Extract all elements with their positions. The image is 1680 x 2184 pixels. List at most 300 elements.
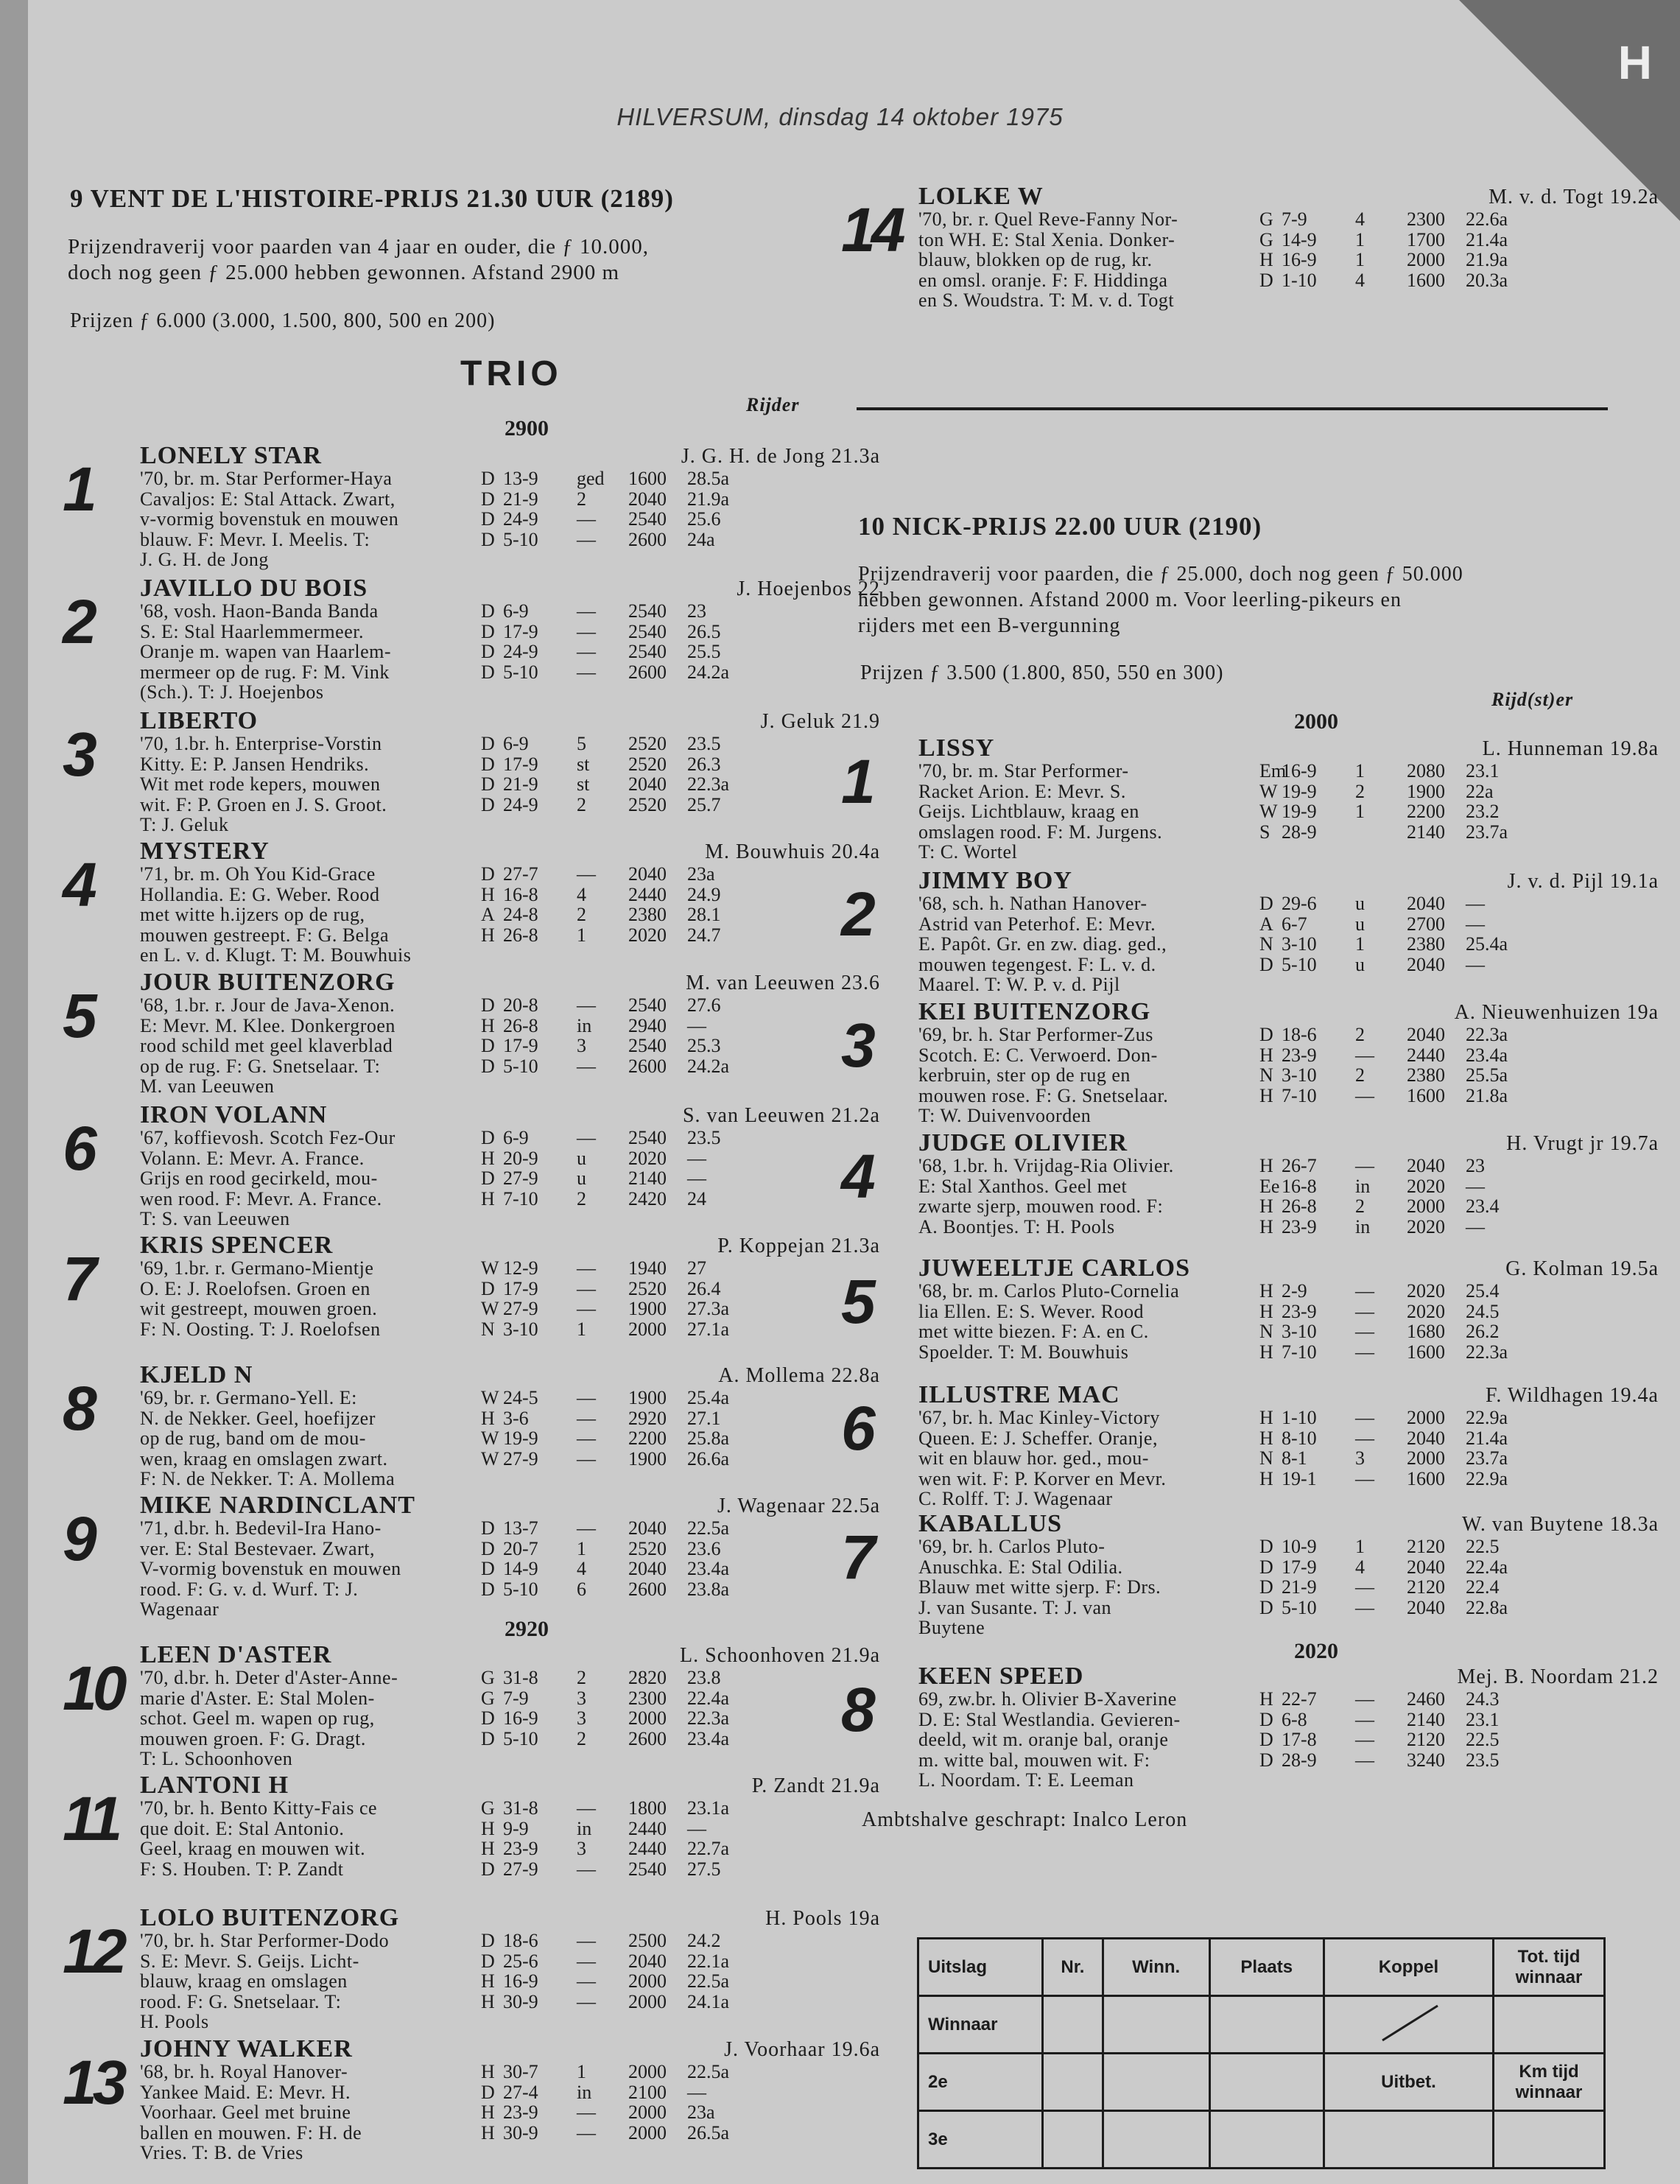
form-cell: D bbox=[1259, 1708, 1273, 1730]
horse-name: JIMMY BOY bbox=[918, 867, 1072, 894]
form-row bbox=[481, 995, 753, 1016]
form-cell: 3-10 bbox=[503, 1318, 538, 1340]
jockey-record: M. van Leeuwen 23.6 bbox=[686, 972, 880, 994]
form-cell: 2020 bbox=[628, 924, 667, 946]
form-cell: 2300 bbox=[1407, 208, 1445, 230]
form-cell: 23.8a bbox=[687, 1578, 730, 1600]
description-line: blauw, blokken op de rug, kr. bbox=[918, 250, 1153, 270]
description-line: mouwen gestreept. F: G. Belga bbox=[140, 924, 389, 945]
form-cell: 16-9 bbox=[1282, 760, 1317, 782]
description-line: Volann. E: Mevr. A. France. bbox=[140, 1148, 365, 1168]
form-row bbox=[481, 509, 753, 530]
form-cell: 7-10 bbox=[1282, 1341, 1317, 1363]
horse-description bbox=[140, 1798, 538, 1879]
form-cell: 23.4a bbox=[687, 1558, 730, 1579]
form-cell: D bbox=[481, 1277, 495, 1299]
form-cell: 20-8 bbox=[503, 994, 538, 1016]
start-number: 6 bbox=[63, 1114, 93, 1183]
form-cell: D bbox=[481, 600, 495, 622]
form-cell bbox=[1355, 822, 1407, 843]
horse-description bbox=[918, 1537, 1316, 1638]
form-row bbox=[481, 1668, 753, 1688]
form-cell: H bbox=[481, 1187, 495, 1209]
description-line: wit gestreept, mouwen groen. bbox=[140, 1299, 378, 1319]
form-cell: 23.7a bbox=[1466, 1447, 1508, 1469]
form-cell: — bbox=[577, 1950, 596, 1972]
description-line: rood schild met geel klaverblad bbox=[140, 1036, 393, 1056]
form-cell: D bbox=[481, 1950, 495, 1972]
form-cell: G bbox=[481, 1667, 495, 1688]
horse-description bbox=[140, 1258, 538, 1339]
blank-cell bbox=[1103, 2054, 1209, 2111]
form-row bbox=[1259, 914, 1532, 935]
form-cell: D bbox=[481, 1035, 495, 1056]
form-cell: H bbox=[1259, 249, 1273, 270]
blank-cell bbox=[1043, 1996, 1103, 2054]
form-cell: 5-10 bbox=[1282, 953, 1317, 975]
form-cell: 24 bbox=[687, 1187, 706, 1209]
form-row bbox=[1259, 1196, 1532, 1217]
form-cell: 25.8a bbox=[687, 1428, 730, 1449]
description-line: marie d'Aster. E: Stal Molen- bbox=[140, 1688, 375, 1708]
form-cell: 3-10 bbox=[1282, 1321, 1317, 1342]
form-cell: D bbox=[481, 641, 495, 662]
horse-name: ILLUSTRE MAC bbox=[918, 1381, 1120, 1408]
form-cell: — bbox=[687, 1147, 706, 1169]
form-cell: Ee bbox=[1259, 1175, 1280, 1197]
description-line: F: N. de Nekker. T: A. Mollema bbox=[140, 1469, 396, 1489]
form-cell: 2540 bbox=[628, 620, 667, 642]
description-line: E: Stal Xanthos. Geel met bbox=[918, 1176, 1128, 1196]
form-cell: 2100 bbox=[628, 2081, 667, 2103]
form-cell: 28.1 bbox=[687, 904, 721, 925]
form-cell: 26.6a bbox=[687, 1447, 730, 1470]
form-row bbox=[481, 2082, 753, 2103]
form-cell: — bbox=[577, 1930, 596, 1951]
form-cell: 22.4a bbox=[1466, 1556, 1508, 1578]
form-cell: 21.9a bbox=[687, 488, 730, 510]
description-line: Hollandia. E: G. Weber. Rood bbox=[140, 884, 380, 905]
form-cell: — bbox=[1355, 1300, 1374, 1322]
form-cell: 28-9 bbox=[1282, 821, 1317, 843]
form-cell: 17-9 bbox=[503, 753, 538, 775]
form-cell: 23 bbox=[1466, 1155, 1485, 1176]
form-row bbox=[481, 1148, 753, 1169]
form-cell: 22.3a bbox=[687, 773, 730, 795]
form-cell: G bbox=[481, 1687, 495, 1709]
race9-desc-line: Prijzendraverij voor paarden van 4 jaar en ouder, die ƒ 10.000, bbox=[68, 235, 649, 259]
form-row bbox=[1259, 1750, 1532, 1771]
form-cell: — bbox=[1466, 1175, 1485, 1197]
form-row bbox=[481, 1539, 753, 1559]
description-line: Grijs en rood gecirkeld, mou- bbox=[140, 1168, 378, 1189]
form-cell: 23.5 bbox=[687, 733, 721, 754]
form-cell: — bbox=[1355, 1084, 1374, 1106]
form-cell: — bbox=[577, 2121, 596, 2143]
form-cell: 2020 bbox=[1407, 1300, 1445, 1322]
horse-description bbox=[918, 1281, 1316, 1362]
form-cell: 6 bbox=[577, 1578, 586, 1600]
form-cell: — bbox=[577, 2102, 596, 2123]
form-row bbox=[481, 1036, 753, 1056]
form-cell: G bbox=[1259, 208, 1273, 230]
form-cell: 24.7 bbox=[687, 924, 721, 946]
description-line: Vries. T: B. de Vries bbox=[140, 2143, 303, 2163]
form-row bbox=[481, 1708, 753, 1729]
form-cell: 7-10 bbox=[1282, 1084, 1317, 1106]
form-cell: D bbox=[1259, 269, 1273, 291]
description-line: Geel, kraag en mouwen wit. bbox=[140, 1839, 366, 1859]
form-cell: 17-9 bbox=[503, 1277, 538, 1299]
horse-description bbox=[140, 995, 538, 1097]
race10-conditions bbox=[858, 561, 1463, 639]
form-cell: 3-6 bbox=[503, 1407, 529, 1429]
form-cell: H bbox=[1259, 1195, 1273, 1217]
form-cell: 12-9 bbox=[503, 1257, 538, 1279]
form-cell: 2540 bbox=[628, 1858, 667, 1880]
form-cell: 26.4 bbox=[687, 1277, 721, 1299]
form-cell: 19-1 bbox=[1282, 1467, 1317, 1489]
jockey-record: M. Bouwhuis 20.4a bbox=[705, 840, 880, 863]
form-cell: — bbox=[1355, 1596, 1374, 1618]
form-cell: 2520 bbox=[628, 793, 667, 815]
form-row bbox=[481, 1839, 753, 1859]
form-row bbox=[1259, 1557, 1532, 1578]
form-cell: — bbox=[577, 1858, 596, 1880]
form-cell: S bbox=[1259, 821, 1270, 843]
form-cell: N bbox=[1259, 1321, 1273, 1342]
form-cell: 23 bbox=[687, 600, 706, 622]
form-cell: 24a bbox=[687, 528, 715, 550]
form-cell: 22.4 bbox=[1466, 1576, 1500, 1598]
form-cell: — bbox=[577, 1447, 596, 1470]
form-cell: 16-9 bbox=[503, 1707, 538, 1729]
form-cell: H bbox=[1259, 1688, 1273, 1710]
form-cell: 23.5 bbox=[1466, 1749, 1500, 1771]
description-line: '70, br. m. Star Performer-Haya bbox=[140, 468, 393, 489]
description-line: Yankee Maid. E: Mevr. H. bbox=[140, 2082, 351, 2102]
form-row bbox=[1259, 1428, 1532, 1449]
horse-name: LIBERTO bbox=[140, 707, 259, 734]
start-number: 3 bbox=[841, 1011, 871, 1080]
form-cell: H bbox=[1259, 1407, 1273, 1428]
form-cell: 31-8 bbox=[503, 1667, 538, 1688]
form-cell: 25.5 bbox=[687, 641, 721, 662]
form-cell: 26.5a bbox=[687, 2121, 730, 2143]
form-cell: 2000 bbox=[628, 1990, 667, 2012]
form-cell: D bbox=[481, 528, 495, 550]
form-cell: 6-9 bbox=[503, 600, 529, 622]
page-header: HILVERSUM, dinsdag 14 oktober 1975 bbox=[616, 103, 1064, 130]
form-row bbox=[1259, 1281, 1532, 1302]
form-cell: 27-9 bbox=[503, 1298, 538, 1319]
description-line: '70, br. r. Quel Reve-Fanny Nor- bbox=[918, 209, 1178, 230]
form-cell: 2 bbox=[577, 1187, 586, 1209]
form-cell: 23.4 bbox=[1466, 1195, 1500, 1217]
form-cell: 22.9a bbox=[1466, 1407, 1508, 1428]
form-row bbox=[1259, 1217, 1532, 1237]
description-line: T: J. Geluk bbox=[140, 815, 229, 835]
form-cell: D bbox=[481, 468, 495, 489]
form-cell: 16-9 bbox=[503, 1970, 538, 1992]
form-cell: D bbox=[1259, 1576, 1273, 1598]
description-line: rood. F: G. Snetselaar. T: bbox=[140, 1991, 342, 2012]
recent-form bbox=[481, 468, 753, 549]
form-cell: 23.1 bbox=[1466, 760, 1500, 782]
form-row bbox=[1259, 801, 1532, 822]
start-number: 6 bbox=[841, 1394, 871, 1463]
form-cell: — bbox=[577, 1990, 596, 2012]
form-cell: 24.2a bbox=[687, 1055, 730, 1077]
form-row bbox=[1259, 1730, 1532, 1750]
form-cell: 2200 bbox=[628, 1428, 667, 1449]
description-line: wen wit. F: P. Korver en Mevr. bbox=[918, 1468, 1167, 1489]
form-cell: 23.4a bbox=[687, 1727, 730, 1749]
start-number: 10 bbox=[63, 1654, 123, 1723]
form-row bbox=[481, 1798, 753, 1819]
form-cell: 2 bbox=[1355, 780, 1365, 802]
form-cell: — bbox=[1355, 1280, 1374, 1302]
form-cell: 5-10 bbox=[503, 528, 538, 550]
description-line: lia Ellen. E: S. Wever. Rood bbox=[918, 1301, 1145, 1321]
description-line: que doit. E: Stal Antonio. bbox=[140, 1818, 345, 1839]
form-cell: W bbox=[1259, 780, 1278, 802]
description-line: '68, br. h. Royal Hanover- bbox=[140, 2062, 348, 2082]
start-number: 12 bbox=[63, 1917, 123, 1986]
form-cell: 22.5a bbox=[687, 1517, 730, 1539]
form-cell: — bbox=[687, 1014, 706, 1036]
form-cell: 1 bbox=[1355, 228, 1365, 250]
form-cell: H bbox=[481, 1838, 495, 1859]
form-row bbox=[481, 1388, 753, 1408]
form-row bbox=[481, 1128, 753, 1148]
form-cell: 3 bbox=[577, 1687, 586, 1709]
blank-cell bbox=[1494, 1996, 1605, 2054]
form-cell: W bbox=[481, 1257, 499, 1279]
form-row bbox=[481, 1319, 753, 1340]
description-line: '68, br. m. Carlos Pluto-Cornelia bbox=[918, 1281, 1180, 1302]
form-cell: 2140 bbox=[1407, 821, 1445, 843]
form-cell: — bbox=[577, 1298, 596, 1319]
form-cell: 20.3a bbox=[1466, 269, 1508, 291]
description-line: '70, br. h. Star Performer-Dodo bbox=[140, 1931, 390, 1951]
horse-name: IRON VOLANN bbox=[140, 1101, 328, 1128]
form-cell: 2540 bbox=[628, 994, 667, 1016]
horse-description bbox=[140, 1518, 538, 1620]
form-cell: H bbox=[1259, 1084, 1273, 1106]
description-line: blauw, kraag en omslagen bbox=[140, 1971, 348, 1992]
form-cell: 23.2 bbox=[1466, 801, 1500, 822]
horse-description bbox=[918, 893, 1316, 995]
form-cell: 2500 bbox=[628, 1930, 667, 1951]
description-line: wit. F: P. Groen en J. S. Groot. bbox=[140, 794, 387, 815]
recent-form bbox=[481, 1518, 753, 1599]
race9-prizes: Prijzen ƒ 6.000 (3.000, 1.500, 800, 500 en 200) bbox=[70, 309, 496, 332]
description-line: ton WH. E: Stal Xenia. Donker- bbox=[918, 229, 1175, 250]
form-cell: 1600 bbox=[1407, 1341, 1445, 1363]
form-cell: 2200 bbox=[1407, 801, 1445, 822]
description-line: wen, kraag en omslagen zwart. bbox=[140, 1448, 388, 1469]
description-line: Blauw met witte sjerp. F: Drs. bbox=[918, 1577, 1161, 1598]
form-cell: 2440 bbox=[1407, 1044, 1445, 1066]
description-line: '67, br. h. Mac Kinley-Victory bbox=[918, 1408, 1160, 1428]
form-cell: 2000 bbox=[628, 2102, 667, 2123]
description-line: Spoelder. T: M. Bouwhuis bbox=[918, 1341, 1129, 1362]
form-cell: — bbox=[1466, 893, 1485, 914]
form-cell: H bbox=[481, 1817, 495, 1839]
form-cell: 21.9a bbox=[1466, 249, 1508, 270]
description-line: mermeer op de rug. F: M. Vink bbox=[140, 661, 390, 682]
description-line: V-vormig bovenstuk en mouwen bbox=[140, 1559, 401, 1579]
form-cell: D bbox=[481, 1537, 495, 1559]
form-cell: 22.3a bbox=[1466, 1024, 1508, 1045]
form-row bbox=[481, 1688, 753, 1709]
form-cell: 2120 bbox=[1407, 1536, 1445, 1557]
description-line: mouwen tegengest. F: L. v. d. bbox=[918, 954, 1156, 975]
form-cell: 26-8 bbox=[503, 924, 538, 946]
form-cell: 2520 bbox=[628, 1277, 667, 1299]
form-cell: — bbox=[1355, 1749, 1374, 1771]
form-cell: Em bbox=[1259, 760, 1287, 782]
start-number: 4 bbox=[841, 1142, 871, 1211]
horse-description bbox=[918, 1156, 1316, 1237]
form-cell: in bbox=[577, 1817, 592, 1839]
form-cell: 1-10 bbox=[1282, 269, 1317, 291]
description-line: '70, br. h. Bento Kitty-Fais ce bbox=[140, 1798, 378, 1819]
form-cell: 2540 bbox=[628, 600, 667, 622]
description-line: Wit met rode kepers, mouwen bbox=[140, 774, 381, 795]
form-cell: 20-9 bbox=[503, 1147, 538, 1169]
form-cell: 23-9 bbox=[1282, 1215, 1317, 1237]
form-cell: 2000 bbox=[628, 2121, 667, 2143]
race10-prizes: Prijzen ƒ 3.500 (1.800, 850, 550 en 300) bbox=[860, 661, 1224, 684]
race10-desc-line: Prijzendraverij voor paarden, die ƒ 25.000, doch nog geen ƒ 50.000 bbox=[858, 563, 1463, 586]
horse-name: LONELY STAR bbox=[140, 442, 322, 469]
form-cell: 2520 bbox=[628, 733, 667, 754]
race9-desc-line: doch nog geen ƒ 25.000 hebben gewonnen. Afstand 2900 m bbox=[68, 261, 620, 284]
form-cell: 23a bbox=[687, 2102, 715, 2123]
form-cell: D bbox=[481, 2081, 495, 2103]
form-cell: D bbox=[481, 1127, 495, 1148]
form-row bbox=[481, 925, 753, 946]
form-cell: 22.3a bbox=[687, 1707, 730, 1729]
form-cell: 2040 bbox=[628, 1950, 667, 1972]
description-line: Oranje m. wapen van Haarlem- bbox=[140, 642, 392, 662]
form-cell: 6-7 bbox=[1282, 913, 1307, 935]
form-cell: 6-9 bbox=[503, 733, 529, 754]
form-cell: 17-9 bbox=[1282, 1556, 1317, 1578]
form-cell: 3 bbox=[577, 1707, 586, 1729]
description-line: zwarte sjerp, mouwen rood. F: bbox=[918, 1196, 1164, 1217]
form-cell: N bbox=[481, 1318, 495, 1340]
form-cell: 4 bbox=[1355, 269, 1365, 291]
form-row bbox=[481, 1258, 753, 1279]
form-cell: 1600 bbox=[1407, 1467, 1445, 1489]
form-cell: 2000 bbox=[1407, 249, 1445, 270]
race9-header bbox=[70, 184, 674, 214]
race9-rijder-label: Rijder bbox=[746, 394, 800, 415]
form-cell: D bbox=[481, 733, 495, 754]
description-line: H. Pools bbox=[140, 2012, 209, 2032]
description-line: op de rug, band om de mou- bbox=[140, 1428, 366, 1449]
form-cell: — bbox=[1355, 1708, 1374, 1730]
form-cell: 4 bbox=[1355, 1556, 1365, 1578]
description-line: Maarel. T: W. P. v. d. Pijl bbox=[918, 975, 1120, 995]
recent-form bbox=[481, 1128, 753, 1209]
form-cell: 2040 bbox=[1407, 1427, 1445, 1449]
form-cell: 5-10 bbox=[503, 661, 538, 683]
horse-description bbox=[918, 761, 1316, 863]
form-cell: 1 bbox=[1355, 760, 1365, 782]
recent-form bbox=[481, 1668, 753, 1749]
description-line: T: L. Schoonhoven bbox=[140, 1749, 293, 1769]
form-cell: 23-9 bbox=[1282, 1044, 1317, 1066]
form-cell: 1600 bbox=[1407, 1084, 1445, 1106]
form-cell: 22.4a bbox=[687, 1687, 730, 1709]
blank-cell bbox=[1209, 2111, 1324, 2169]
corner-letter: H bbox=[1617, 36, 1652, 89]
description-line: Wagenaar bbox=[140, 1599, 219, 1620]
blank-cell bbox=[1043, 2054, 1103, 2111]
description-line: deeld, wit m. oranje bal, oranje bbox=[918, 1730, 1169, 1750]
form-cell: D bbox=[481, 863, 495, 885]
form-cell: H bbox=[1259, 1467, 1273, 1489]
form-cell: — bbox=[1355, 1044, 1374, 1066]
form-row bbox=[481, 1559, 753, 1579]
form-cell: 2040 bbox=[628, 1558, 667, 1579]
row-label: 3e bbox=[918, 2111, 1043, 2169]
result-table bbox=[917, 1937, 1606, 2169]
form-cell: 1900 bbox=[628, 1387, 667, 1408]
description-line: F: S. Houben. T: P. Zandt bbox=[140, 1858, 344, 1879]
form-cell: 27.6 bbox=[687, 994, 721, 1016]
form-cell: st bbox=[577, 773, 590, 795]
form-row bbox=[481, 885, 753, 905]
form-cell: — bbox=[687, 2081, 706, 2103]
result-row-winnaar bbox=[918, 1996, 1605, 2054]
form-cell: 1 bbox=[577, 1318, 586, 1340]
form-cell: D bbox=[481, 1168, 495, 1189]
uitbet-cell: Uitbet. bbox=[1324, 2054, 1493, 2111]
form-row bbox=[1259, 1689, 1532, 1710]
form-cell: A bbox=[481, 904, 495, 925]
form-cell: — bbox=[577, 1257, 596, 1279]
form-cell: 2420 bbox=[628, 1187, 667, 1209]
form-cell: 2520 bbox=[628, 753, 667, 775]
form-cell: 2040 bbox=[1407, 1024, 1445, 1045]
form-cell: 1600 bbox=[628, 468, 667, 489]
km-tijd-cell: Km tijd winnaar bbox=[1494, 2054, 1605, 2111]
col-uitslag: Uitslag bbox=[918, 1939, 1043, 1996]
form-cell: 2520 bbox=[628, 1537, 667, 1559]
form-cell: D bbox=[1259, 893, 1273, 914]
description-line: Cavaljos: E: Stal Attack. Zwart, bbox=[140, 488, 396, 509]
jockey-record: J. Voorhaar 19.6a bbox=[724, 2038, 880, 2061]
form-cell: 24-8 bbox=[503, 904, 538, 925]
description-line: mouwen rose. F: G. Snetselaar. bbox=[918, 1085, 1169, 1106]
form-row bbox=[481, 795, 753, 815]
form-cell: 22.9a bbox=[1466, 1467, 1508, 1489]
form-cell: 2600 bbox=[628, 1727, 667, 1749]
form-cell: 22.3a bbox=[1466, 1341, 1508, 1363]
form-row bbox=[481, 1729, 753, 1749]
blank-cell bbox=[1209, 2054, 1324, 2111]
form-cell: u bbox=[1355, 953, 1365, 975]
form-cell: — bbox=[577, 661, 596, 683]
form-row bbox=[1259, 1045, 1532, 1066]
form-cell: 2000 bbox=[1407, 1195, 1445, 1217]
form-row bbox=[481, 530, 753, 550]
